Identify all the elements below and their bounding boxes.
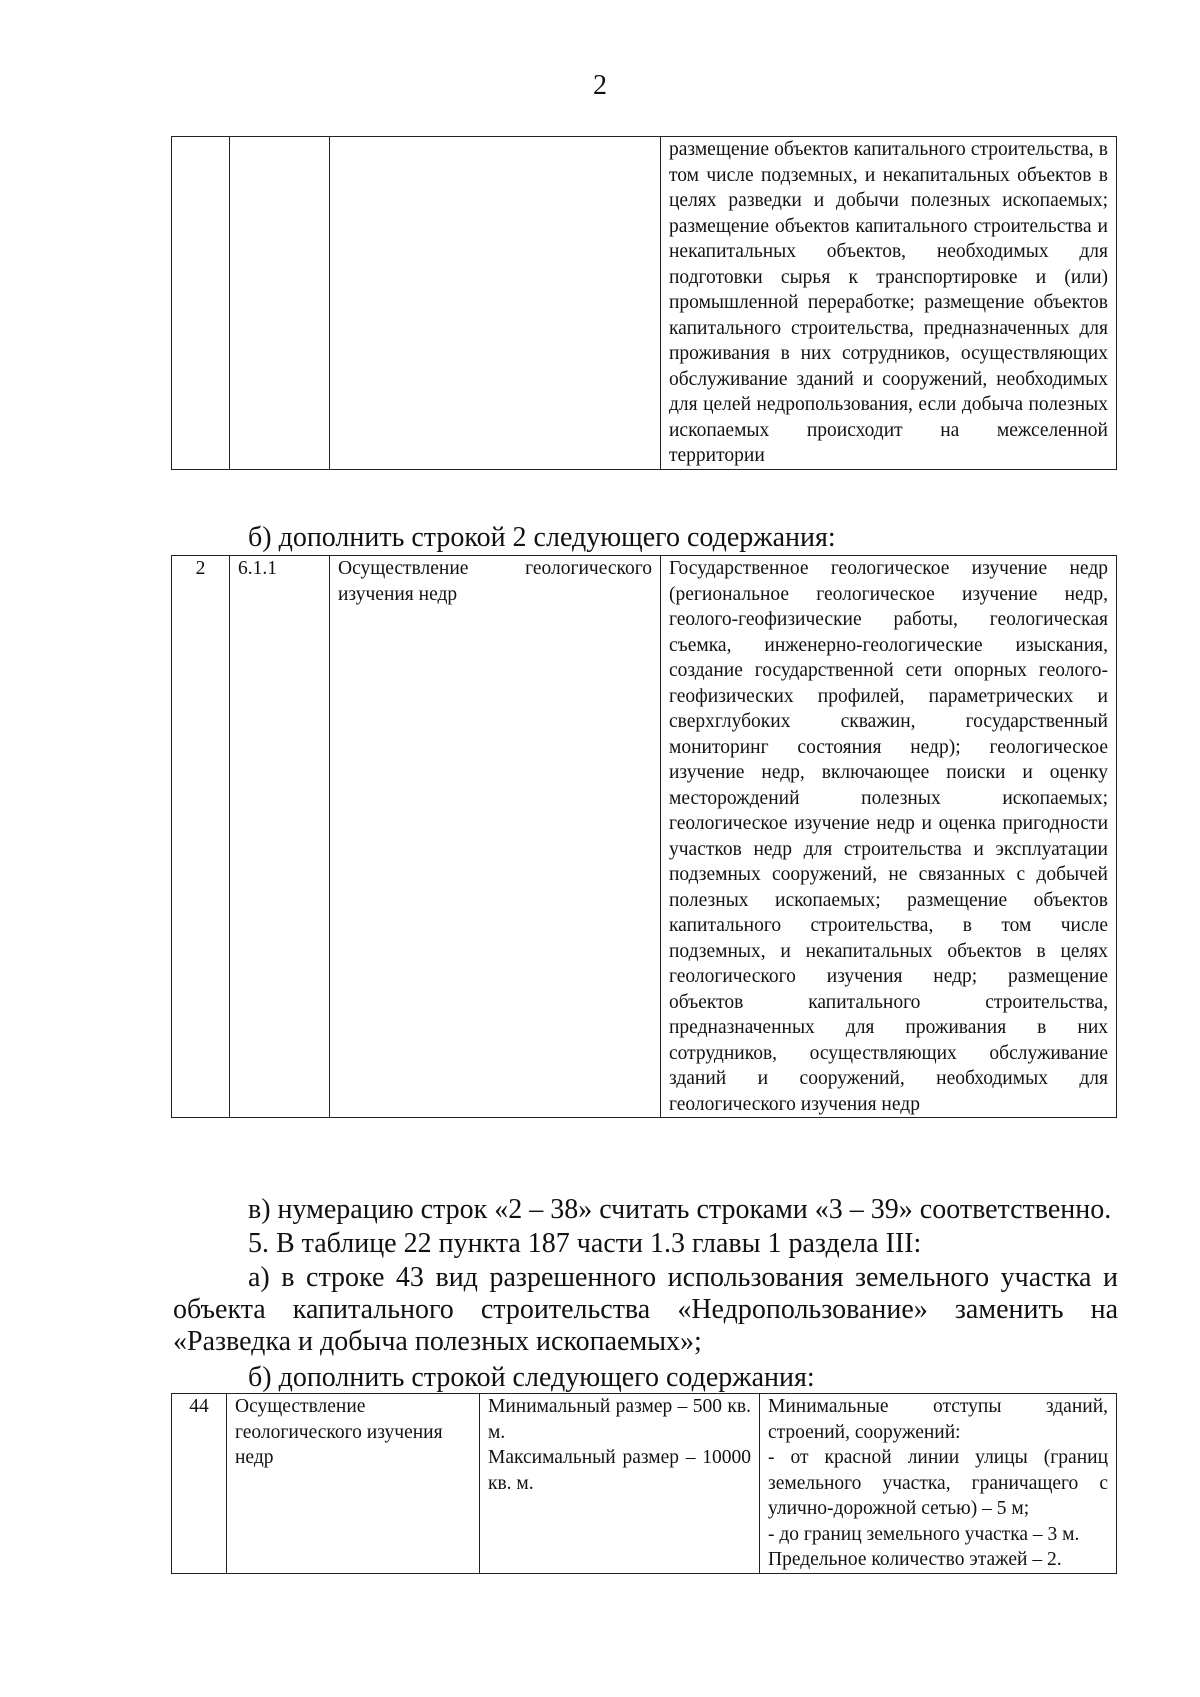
table-row-44 <box>171 1393 1117 1574</box>
paragraph-5: 5. В таблице 22 пункта 187 части 1.3 главы 1 раздела III: <box>248 1228 922 1259</box>
table-row-2 <box>171 555 1117 1118</box>
size-cell <box>480 1394 760 1574</box>
table-continuation <box>171 136 1117 470</box>
paragraph-v: в) нумерацию строк «2 – 38» считать строками «3 – 39» соответственно. <box>248 1194 1112 1225</box>
name-cell <box>330 137 661 470</box>
table-row <box>172 1394 1117 1574</box>
page-number: 2 <box>593 70 607 101</box>
table-row <box>172 556 1117 1118</box>
name-cell: Осуществление геологического изучения недр <box>330 556 661 1118</box>
table-row <box>172 137 1117 470</box>
row-number-cell: 44 <box>172 1394 227 1574</box>
description-cell: Государственное геологическое изучение недр (региональное геологическое изучение недр, геолого-геофизические работы, геологическая съемка, инженерно-геологические изыскания, создание государственной сети опорных геолого-геофизических профилей, параметрических и сверхглубоких скважин, государственный мониторинг состояния недр); геологическое изучение недр, включающее поиски и оценку месторождений полезных ископаемых; геологическое изучение недр и оценка пригодности участков недр для строительства и эксплуатации подземных сооружений, не связанных с добычей полезных ископаемых; размещение объектов капитального строительства, в том числе подземных, и некапитальных объектов в целях геологического изучения недр; размещение объектов капитального строительства, предназначенных для проживания в них сотрудников, осуществляющих обслуживание зданий и сооружений, необходимых для геологического изучения недр <box>661 556 1117 1118</box>
name-cell: Осуществление геологического изучения недр <box>227 1394 480 1574</box>
params-line-1: Минимальные отступы зданий, строений, сооружений: <box>768 1396 1108 1443</box>
paragraph-b2: б) дополнить строкой следующего содержания: <box>248 1362 815 1393</box>
parameters-cell <box>760 1394 1117 1574</box>
code-cell <box>230 137 330 470</box>
params-line-2: - от красной линии улицы (границ земельного участка, граничащего с улично-дорожной сетью) – 5 м; <box>768 1447 1108 1519</box>
code-cell: 6.1.1 <box>230 556 330 1118</box>
size-max-text: Максимальный размер – 10000 кв. м. <box>488 1447 751 1494</box>
paragraph-a: а) в строке 43 вид разрешенного использования земельного участка и объекта капитального строительства «Недропользование» заменить на «Разведка и добыча полезных ископаемых»; <box>173 1262 1118 1357</box>
row-number-cell: 2 <box>172 556 230 1118</box>
size-min-text: Минимальный размер – 500 кв. м. <box>488 1396 751 1443</box>
params-line-3: - до границ земельного участка – 3 м. <box>768 1523 1080 1545</box>
paragraph-b1: б) дополнить строкой 2 следующего содержания: <box>248 522 836 553</box>
row-number-cell <box>172 137 230 470</box>
description-cell: размещение объектов капитального строительства, в том числе подземных, и некапитальных объектов в целях разведки и добычи полезных ископаемых; размещение объектов капитального строительства и некапитальных объектов, необходимых для подготовки сырья к транспортировке и (или) промышленной переработке; размещение объектов капитального строительства, предназначенных для проживания в них сотрудников, осуществляющих обслуживание зданий и сооружений, необходимых для целей недропользования, если добыча полезных ископаемых происходит на межселенной территории <box>661 137 1117 470</box>
params-line-4: Предельное количество этажей – 2. <box>768 1549 1062 1570</box>
